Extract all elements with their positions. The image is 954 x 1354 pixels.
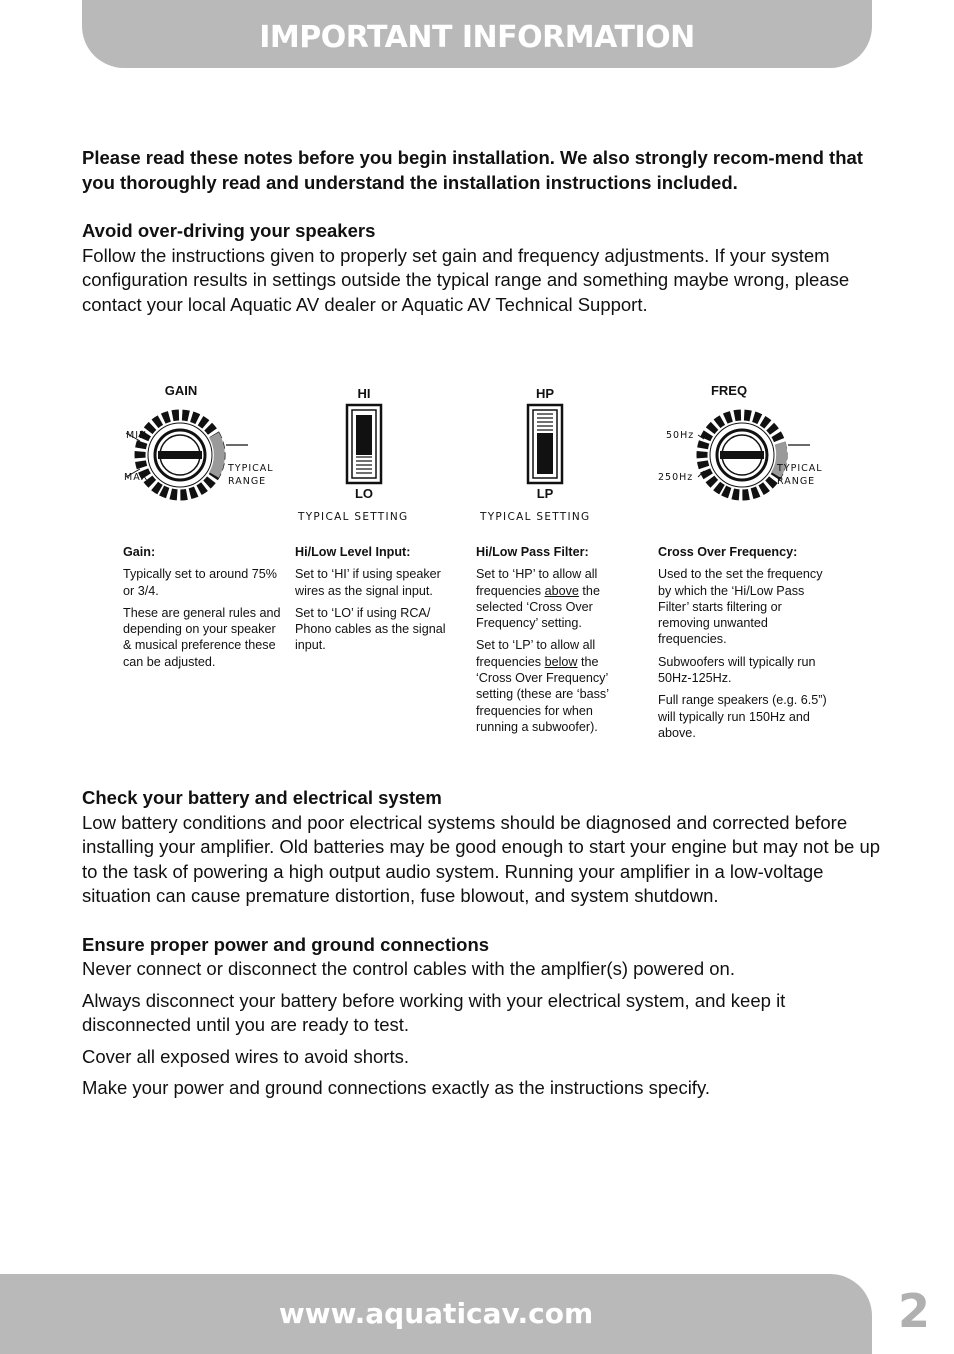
power-title: Ensure proper power and ground connections	[82, 933, 490, 955]
freq-50hz-label: 50Hz	[666, 430, 695, 441]
gain-typical-label: TYPICAL	[228, 463, 274, 474]
crossover-column-text-3: Full range speakers (e.g. 6.5”) will typically run 150Hz and above.	[658, 693, 827, 740]
hilo-column-text-2: Set to ‘LO’ if using RCA/ Phono cables as the signal input.	[295, 605, 446, 653]
gain-knob-icon	[125, 400, 248, 509]
crossover-column	[658, 544, 828, 747]
gain-column-text-2: These are general rules and depending on your speaker & musical preference these can be adjusted.	[123, 605, 281, 669]
gain-range-label: RANGE	[228, 476, 267, 487]
crossover-column-text-1: Used to the set the frequency by which the ‘Hi/Low Pass Filter’ starts filtering or removing unwanted frequencies.	[658, 567, 823, 647]
gain-max-label: MAX	[124, 472, 149, 483]
crossover-column-text-2: Subwoofers will typically run 50Hz-125Hz.	[658, 654, 816, 686]
hi-label: HI	[357, 386, 371, 401]
settings-diagrams	[82, 372, 882, 532]
page-title: IMPORTANT INFORMATION	[259, 19, 695, 55]
hilo-typical-setting: TYPICAL SETTING	[298, 511, 409, 523]
gain-min-label: MIN	[126, 430, 148, 441]
gain-column	[123, 544, 283, 676]
power-text-2: Always disconnect your battery before working with your electrical system, and keep it disconnected until you are ready to test.	[82, 989, 786, 1035]
header-bar	[82, 0, 872, 68]
freq-range-label: RANGE	[777, 476, 816, 487]
freq-knob-icon	[687, 400, 810, 509]
intro-notice: Please read these notes before you begin installation. We also strongly recom-mend that you thoroughly read and understand the installation instructions included.	[82, 147, 863, 193]
battery-title: Check your battery and electrical system	[82, 787, 442, 808]
hilo-switch-icon	[347, 405, 381, 483]
power-text-1: Never connect or disconnect the control cables with the amplfier(s) powered on.	[82, 958, 735, 979]
website-url: www.aquaticav.com	[278, 1296, 594, 1330]
power-text-4: Make your power and ground connections exactly as the instructions specify.	[82, 1077, 710, 1098]
filter-column-text-2: Set to ‘LP’ to allow all frequencies below the ‘Cross Over Frequency’ setting (these are ‘bass’ frequencies for when running a subwoofer).	[476, 638, 609, 734]
filter-column	[476, 544, 626, 741]
page-number: 2	[897, 1284, 930, 1338]
lower-content	[82, 786, 882, 1108]
freq-250hz-label: 250Hz	[658, 472, 694, 483]
crossover-column-title: Cross Over Frequency:	[658, 545, 798, 559]
overdrive-title: Avoid over-driving your speakers	[82, 220, 376, 241]
lp-label: LP	[536, 486, 554, 501]
hplp-switch-icon	[528, 405, 562, 483]
freq-typical-label: TYPICAL	[777, 463, 823, 474]
hplp-typical-setting: TYPICAL SETTING	[480, 511, 591, 523]
gain-label: GAIN	[164, 383, 198, 398]
filter-column-title: Hi/Low Pass Filter:	[476, 545, 589, 559]
lo-label: LO	[354, 486, 374, 501]
hilo-column-title: Hi/Low Level Input:	[295, 545, 411, 559]
top-content	[82, 146, 882, 317]
battery-body: Low battery conditions and poor electrical systems should be diagnosed and corrected before installing your amplifier. Old batteries may be good enough to start your engine but may not be up to the task of powering a high output audio system. Running your amplifier in a low-voltage situation can cause premature distortion, fuse blowout, and system shutdown.	[82, 811, 881, 906]
gain-column-text-1: Typically set to around 75% or 3/4.	[123, 567, 278, 598]
hilo-column-text-1: Set to ‘HI’ if using speaker wires as the signal input.	[295, 567, 441, 598]
power-text-3: Cover all exposed wires to avoid shorts.	[82, 1045, 409, 1067]
overdrive-body: Follow the instructions given to properly set gain and frequency adjustments. If your system configuration results in settings outside the typical range and something maybe wrong, please contact your local Aquatic AV dealer or Aquatic AV Technical Support.	[82, 244, 850, 315]
gain-column-title: Gain:	[123, 545, 156, 559]
freq-label: FREQ	[710, 383, 748, 398]
hp-label: HP	[535, 386, 555, 401]
hilo-column	[295, 544, 455, 660]
footer-bar	[0, 1274, 872, 1354]
filter-column-text-1: Set to ‘HP’ to allow all frequencies above the selected ‘Cross Over Frequency’ setting.	[476, 567, 600, 631]
